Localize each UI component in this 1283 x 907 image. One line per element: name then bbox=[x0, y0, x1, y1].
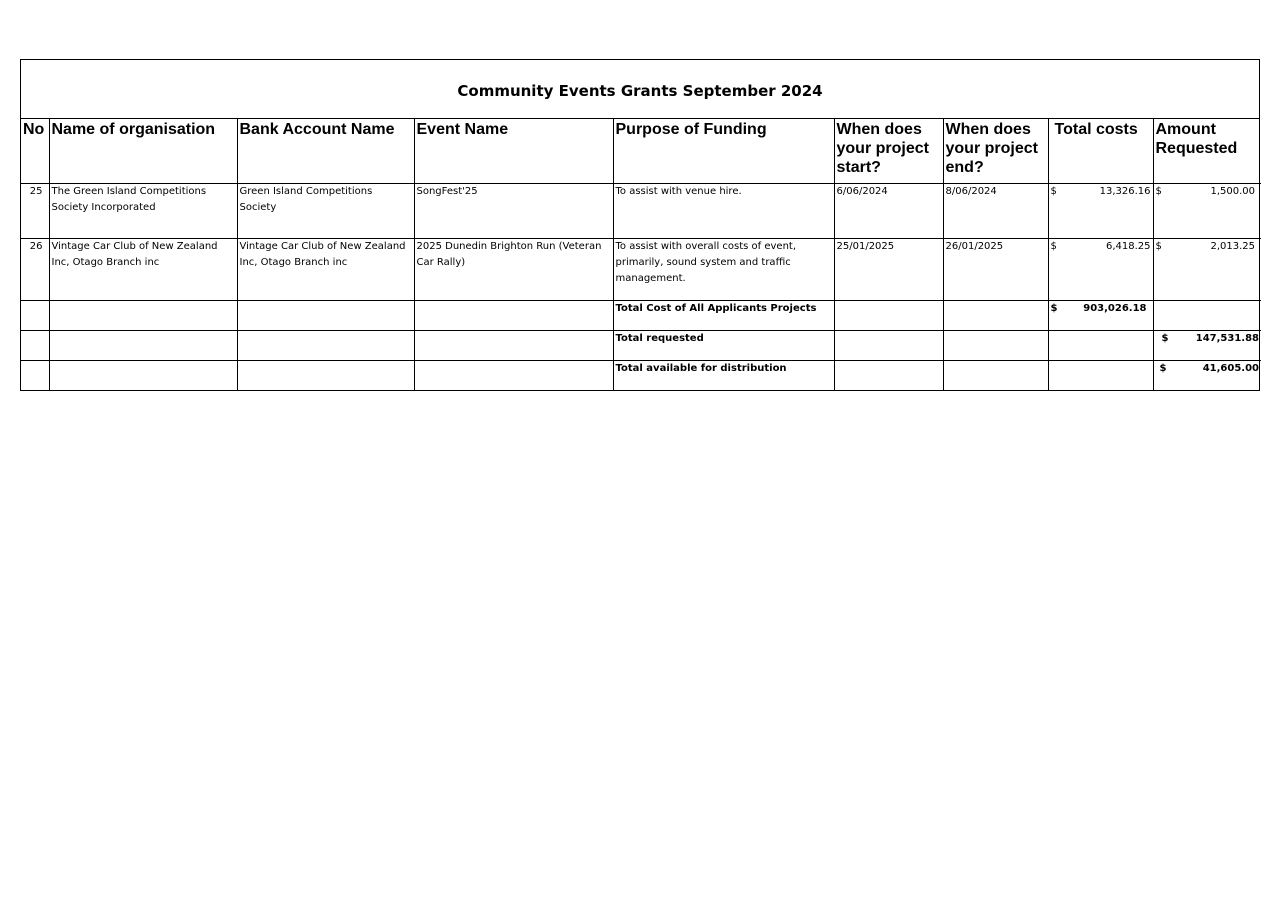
row-no: 26 bbox=[21, 238, 49, 300]
row-organisation: Vintage Car Club of New Zealand Inc, Otago Branch inc bbox=[49, 238, 237, 300]
total-available-label: Total available for distribution bbox=[613, 360, 834, 390]
currency-symbol: $ bbox=[1159, 362, 1167, 374]
header-organisation: Name of organisation bbox=[49, 119, 237, 183]
total-cost-value-cell bbox=[1048, 300, 1153, 330]
table-row bbox=[21, 183, 1261, 238]
total-requested-value-cell bbox=[1153, 330, 1261, 360]
header-event-name: Event Name bbox=[414, 119, 613, 183]
currency-symbol: $ bbox=[1161, 332, 1169, 344]
total-requested-value: 147,531.88 bbox=[1195, 332, 1259, 344]
header-row bbox=[21, 119, 1261, 183]
header-bank-account: Bank Account Name bbox=[237, 119, 414, 183]
amount: 2,013.25 bbox=[1210, 240, 1255, 252]
grants-sheet bbox=[20, 59, 1260, 391]
total-available-row bbox=[21, 360, 1261, 390]
title-row bbox=[21, 60, 1259, 119]
row-event-name: 2025 Dunedin Brighton Run (Veteran Car Rally) bbox=[414, 238, 613, 300]
grants-table bbox=[21, 119, 1261, 390]
row-amount-requested bbox=[1153, 238, 1261, 300]
currency-symbol: $ bbox=[1050, 240, 1057, 252]
header-no: No bbox=[21, 119, 49, 183]
row-event-name: SongFest'25 bbox=[414, 183, 613, 238]
row-end-date: 26/01/2025 bbox=[943, 238, 1048, 300]
currency-symbol: $ bbox=[1155, 240, 1162, 252]
header-start: When does your project start? bbox=[834, 119, 943, 183]
total-available-value-cell bbox=[1153, 360, 1261, 390]
currency-symbol: $ bbox=[1155, 185, 1162, 197]
row-end-date: 8/06/2024 bbox=[943, 183, 1048, 238]
table-row bbox=[21, 238, 1261, 300]
amount: 6,418.25 bbox=[1105, 240, 1151, 252]
row-purpose: To assist with venue hire. bbox=[613, 183, 834, 238]
total-cost-row bbox=[21, 300, 1261, 330]
currency-symbol: $ bbox=[1050, 302, 1058, 314]
row-total-costs bbox=[1048, 238, 1153, 300]
page-title: Community Events Grants September 2024 bbox=[457, 82, 823, 100]
row-amount-requested bbox=[1153, 183, 1261, 238]
header-amount-requested: Amount Requested bbox=[1153, 119, 1261, 183]
row-bank-account: Vintage Car Club of New Zealand Inc, Otago Branch inc bbox=[237, 238, 414, 300]
total-available-value: 41,605.00 bbox=[1202, 362, 1259, 374]
header-total-costs: Total costs bbox=[1048, 119, 1153, 183]
amount: 13,326.16 bbox=[1099, 185, 1151, 197]
total-cost-value: 903,026.18 bbox=[1083, 302, 1147, 314]
total-requested-row bbox=[21, 330, 1261, 360]
row-start-date: 6/06/2024 bbox=[834, 183, 943, 238]
row-purpose: To assist with overall costs of event, primarily, sound system and traffic management. bbox=[613, 238, 834, 300]
total-requested-label: Total requested bbox=[613, 330, 834, 360]
row-bank-account: Green Island Competitions Society bbox=[237, 183, 414, 238]
row-start-date: 25/01/2025 bbox=[834, 238, 943, 300]
currency-symbol: $ bbox=[1050, 185, 1057, 197]
row-no: 25 bbox=[21, 183, 49, 238]
header-end: When does your project end? bbox=[943, 119, 1048, 183]
header-purpose: Purpose of Funding bbox=[613, 119, 834, 183]
row-total-costs bbox=[1048, 183, 1153, 238]
amount: 1,500.00 bbox=[1210, 185, 1255, 197]
row-organisation: The Green Island Competitions Society Incorporated bbox=[49, 183, 237, 238]
total-cost-label: Total Cost of All Applicants Projects bbox=[613, 300, 834, 330]
